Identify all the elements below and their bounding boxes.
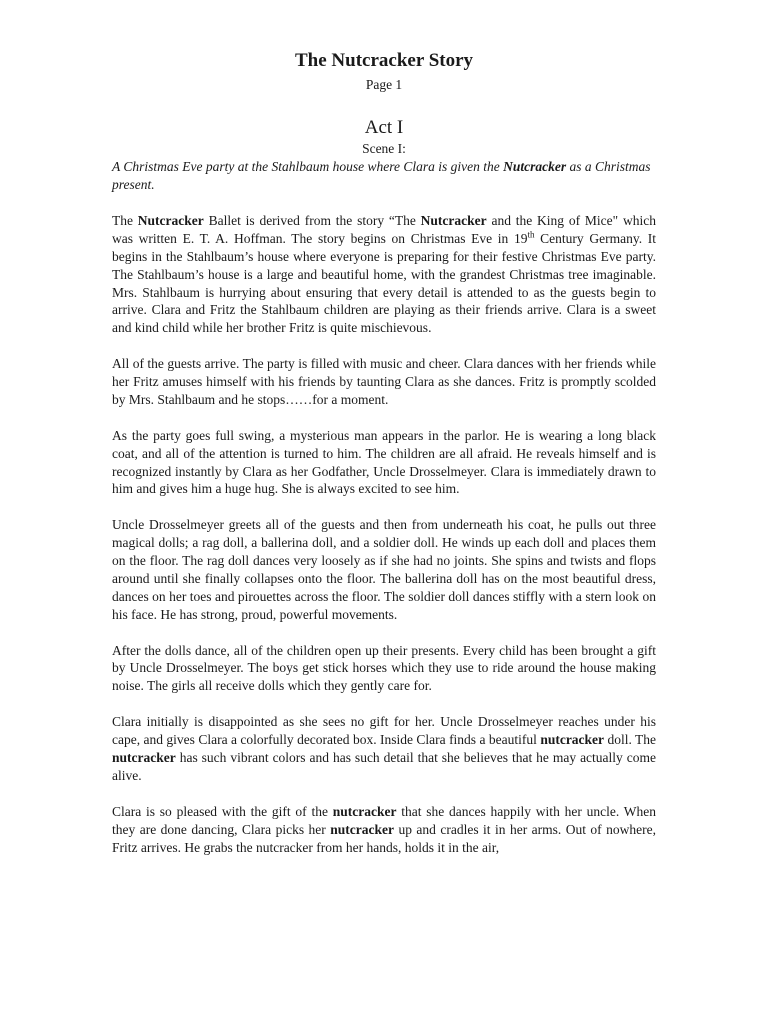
bold-text: nutcracker bbox=[330, 821, 394, 837]
paragraph-text: As the party goes full swing, a mysterious man appears in the parlor. He is wearing a long black coat, and all of the attention is turned to him. The children are all afraid. He reveals himself and is recognized instantly by Clara as her Godfather, Uncle Drosselmeyer. Clara is immediately drawn to him and gives him a huge hug. She is always excited to see him. bbox=[112, 427, 656, 497]
paragraph-text: up and cradles it in her arms. Out of nowhere, Fritz arrives. He grabs the nutcracker from her hands, holds it in the air, bbox=[112, 821, 656, 855]
paragraph-text: has such vibrant colors and has such detail that she believes that he may actually come alive. bbox=[112, 750, 656, 783]
document-page bbox=[112, 48, 656, 856]
document-title bbox=[112, 48, 656, 74]
synopsis-part-1: A Christmas Eve party at the Stahlbaum house where Clara is given the bbox=[112, 159, 504, 174]
bold-text: nutcracker bbox=[112, 750, 176, 765]
paragraph-text: The bbox=[112, 212, 138, 228]
act-heading: Act I bbox=[364, 117, 404, 138]
bold-text: nutcracker bbox=[332, 803, 397, 819]
story-paragraph bbox=[112, 212, 656, 337]
bold-text: nutcracker bbox=[540, 732, 605, 748]
synopsis-bold-word: Nutcracker bbox=[503, 159, 567, 174]
story-body bbox=[112, 212, 656, 857]
story-paragraph bbox=[112, 516, 656, 623]
bold-text: Nutcracker bbox=[137, 212, 204, 228]
paragraph-text: After the dolls dance, all of the children open up their presents. Every child has been brought a gift by Uncle Drosselmeyer. The boys get stick horses which they use to ride around the house making noise. The girls all receive dolls which they gently care for. bbox=[112, 642, 656, 694]
title-suffix: Story bbox=[423, 50, 474, 71]
title-prefix: The bbox=[294, 50, 332, 71]
story-paragraph bbox=[112, 713, 656, 785]
synopsis-part-2: as a Christmas present. bbox=[112, 159, 651, 192]
paragraph-text: All of the guests arrive. The party is filled with music and cheer. Clara dances with her friends while her Fritz amuses himself with his friends by taunting Clara as she dances. Fritz is promptly scolded by Mrs. Stahlbaum and he stops……for a moment. bbox=[112, 356, 656, 407]
page-number: Page 1 bbox=[365, 77, 403, 92]
paragraph-text: Uncle Drosselmeyer greets all of the guests and then from underneath his coat, he pulls out three magical dolls; a rag doll, a ballerina doll, and a soldier doll. He winds up each doll and places them on the floor. The rag doll dances very loosely as if she had no joints. She spins and twists and flops around until she finally collapses onto the floor. The ballerina doll has on the most beautiful dress, dances on her toes and pirouettes across the floor. The soldier doll dances stiffly with a stern look on his face. He has strong, proud, powerful movements. bbox=[112, 517, 656, 622]
title-bold-word: Nutcracker bbox=[331, 50, 424, 71]
scene-heading: Scene I: bbox=[362, 141, 406, 156]
story-paragraph bbox=[112, 355, 656, 409]
story-paragraph bbox=[112, 427, 656, 499]
paragraph-text: doll. The bbox=[604, 732, 657, 748]
story-paragraph bbox=[112, 642, 656, 696]
paragraph-text: Century Germany. It begins in the Stahlbaum’s house where everyone is preparing for their festive Christmas Eve party. The Stahlbaum’s house is a large and beautiful home, with the grandest Christmas tree imaginable. Mrs. Stahlbaum is hurrying about ensuring that every detail is attended to as the guests begin to arrive. Clara and Fritz the Stahlbaum children are playing as their friends arrive. Clara is a sweet and kind child while her brother Fritz is quite mischievous. bbox=[112, 230, 656, 336]
bold-text: Nutcracker bbox=[420, 212, 487, 228]
paragraph-text: Ballet is derived from the story “The bbox=[203, 212, 421, 228]
paragraph-text: Clara initially is disappointed as she sees no gift for her. Uncle Drosselmeyer reaches under his cape, and gives Clara a colorfully decorated box. Inside Clara finds a beautiful bbox=[112, 714, 656, 748]
paragraph-text: Clara is so pleased with the gift of the bbox=[112, 803, 333, 819]
story-paragraph bbox=[112, 803, 656, 857]
superscript-text: th bbox=[527, 229, 535, 240]
paragraph-text: and the King of Mice" which was written E. T. A. Hoffman. The story begins on Christmas Eve in 19 bbox=[112, 212, 656, 246]
paragraph-text: that she dances happily with her uncle. When they are done dancing, Clara picks her bbox=[112, 803, 656, 837]
scene-synopsis bbox=[112, 158, 656, 194]
